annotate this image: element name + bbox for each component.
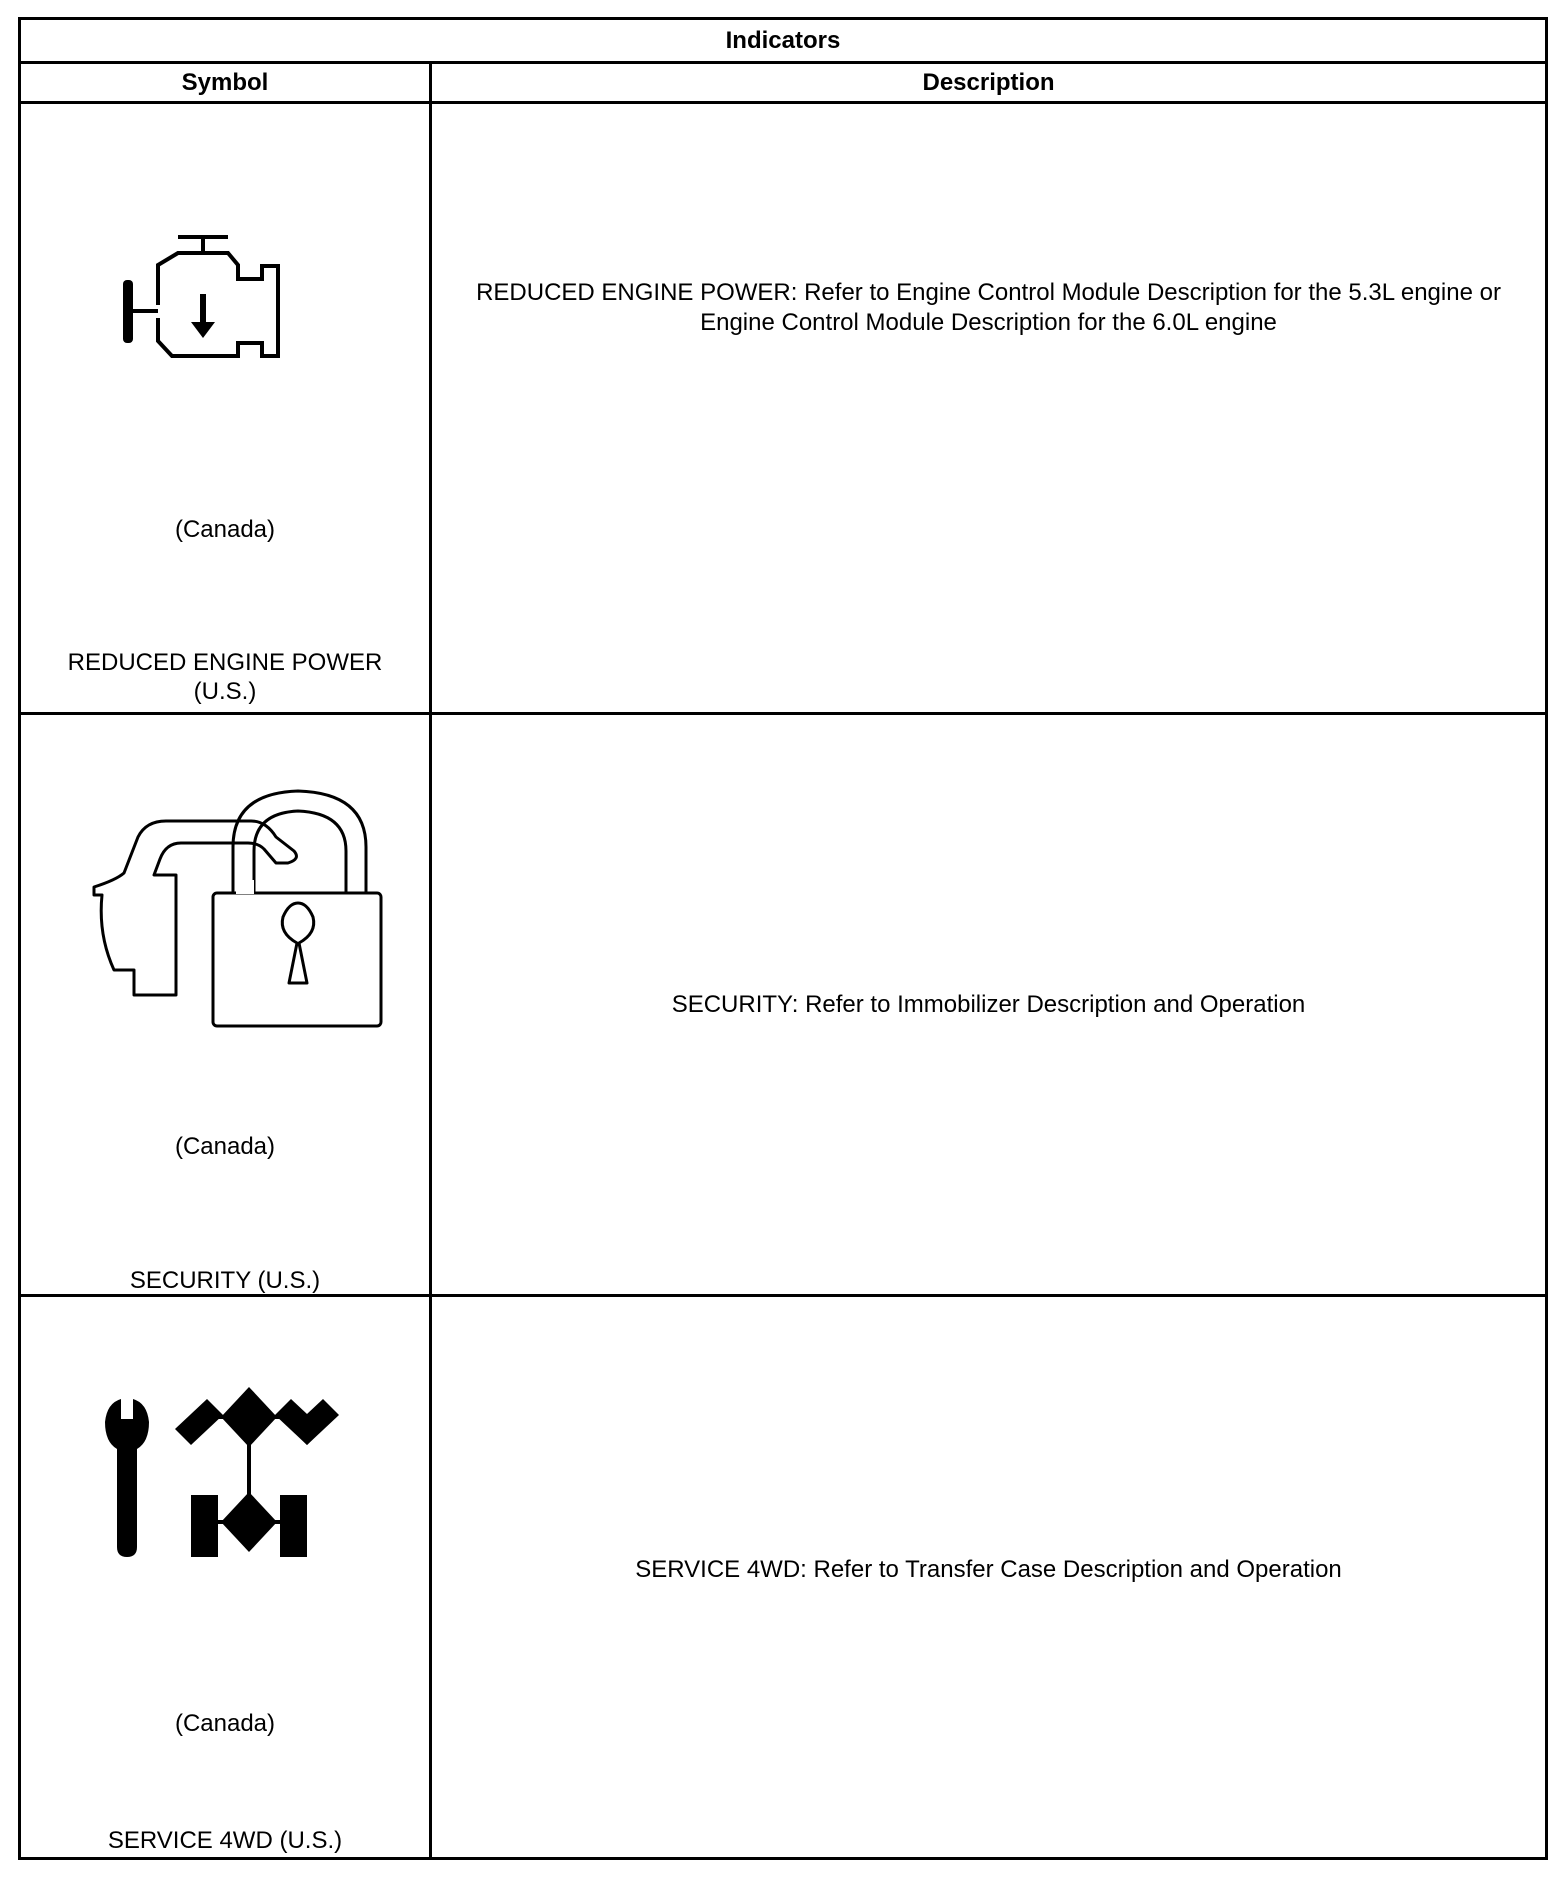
symbol-header: Symbol [181,68,269,96]
canada-label: (Canada) [174,1133,276,1160]
table-row [21,104,1545,712]
indicators-table [18,17,1548,1860]
table-title: Indicators [725,26,841,54]
service-4wd-icon [99,1387,379,1597]
description-cell [432,715,1545,1294]
canada-label: (Canada) [174,1710,276,1737]
description-cell [432,1297,1545,1860]
description-text: SERVICE 4WD: Refer to Transfer Case Description and Operation [635,1555,1342,1583]
column-headers [21,64,1545,101]
us-label: (U.S.) [193,678,257,705]
description-text: SECURITY: Refer to Immobilizer Description and Operation [671,990,1306,1018]
description-text: REDUCED ENGINE POWER: Refer to Engine Control Module Description for the 5.3L engine or [476,279,1501,306]
engine-power-icon [121,234,381,389]
security-lock-icon [76,785,396,1030]
description-header: Description [922,68,1055,96]
table-row [21,715,1545,1294]
description-text: Engine Control Module Description for the 6.0L engine [700,309,1277,336]
table-row [21,1297,1545,1860]
us-label: SERVICE 4WD (U.S.) [107,1827,343,1854]
canada-label: (Canada) [174,516,276,543]
us-label: SECURITY (U.S.) [129,1267,321,1294]
description-cell [432,104,1545,712]
us-label: REDUCED ENGINE POWER [67,649,383,676]
